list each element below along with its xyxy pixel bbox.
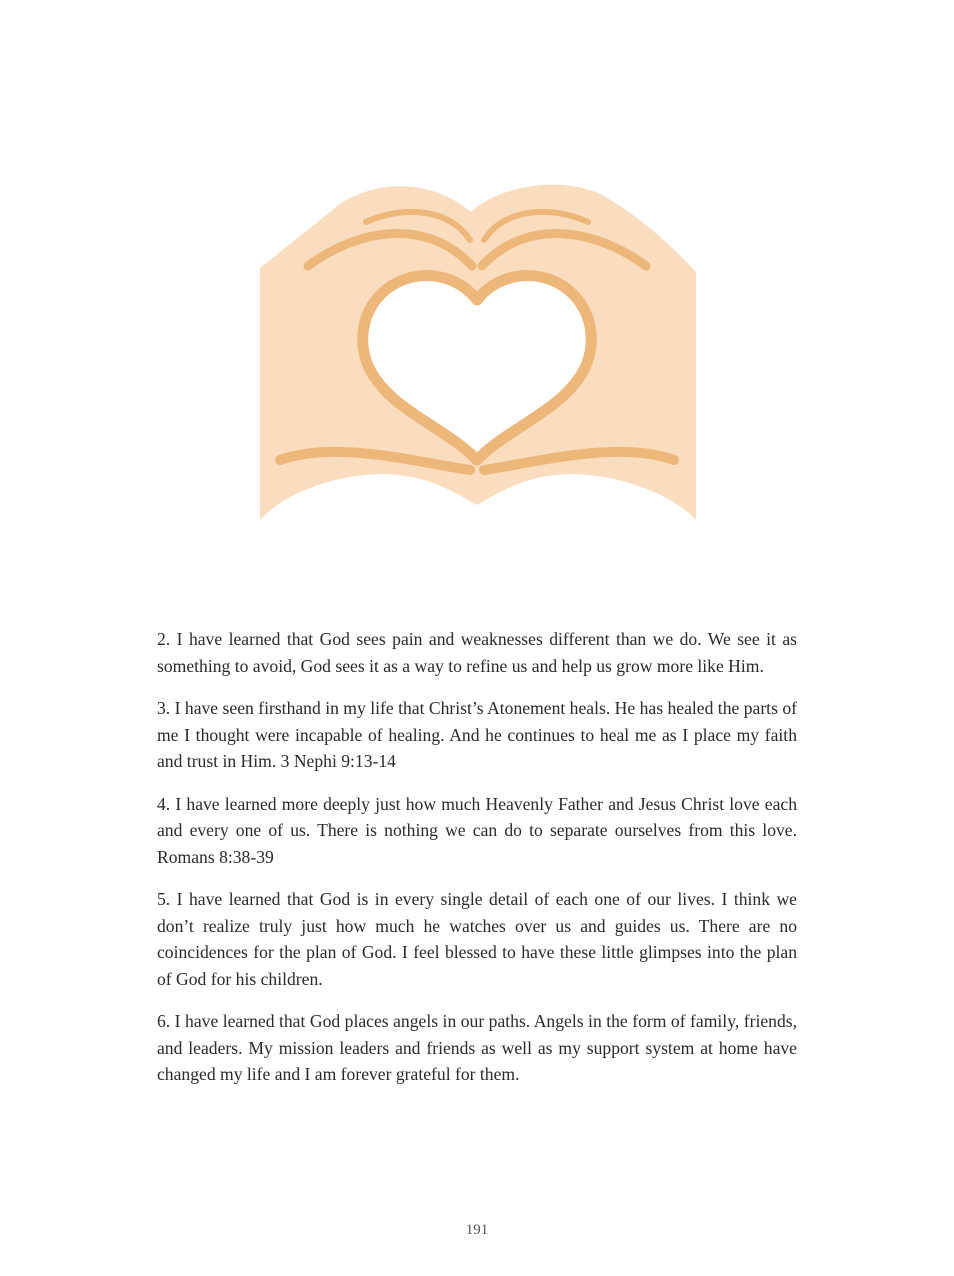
heart-hands-icon (256, 170, 698, 526)
text-body (157, 626, 797, 1104)
paragraph-6: 6. I have learned that God places angels in our paths. Angels in the form of family, friends, and leaders. My mission leaders and friends as well as my support system at home have changed my life and I am forever grateful for them. (157, 1011, 797, 1084)
page-number: 191 (465, 1222, 489, 1238)
paragraph-5: 5. I have learned that God is in every single detail of each one of our lives. I think we don’t realize truly just how much he watches over us and guides us. There are no coincidences for the plan of God. I feel blessed to have these little glimpses into the plan of God for his children. (157, 889, 797, 989)
paragraph-4: 4. I have learned more deeply just how much Heavenly Father and Jesus Christ love each and every one of us. There is nothing we can do to separate ourselves from this love. Romans 8:38-39 (157, 793, 797, 867)
paragraph-3: 3. I have seen firsthand in my life that Christ’s Atonement heals. He has healed the parts of me I thought were incapable of healing. And he continues to heal me as I place my faith and trust in Him. 3 Nephi 9:13-14 (157, 698, 797, 771)
paragraph-2: 2. I have learned that God sees pain and weaknesses different than we do. We see it as something to avoid, God sees it as a way to refine us and help us grow more like Him. (157, 629, 797, 676)
